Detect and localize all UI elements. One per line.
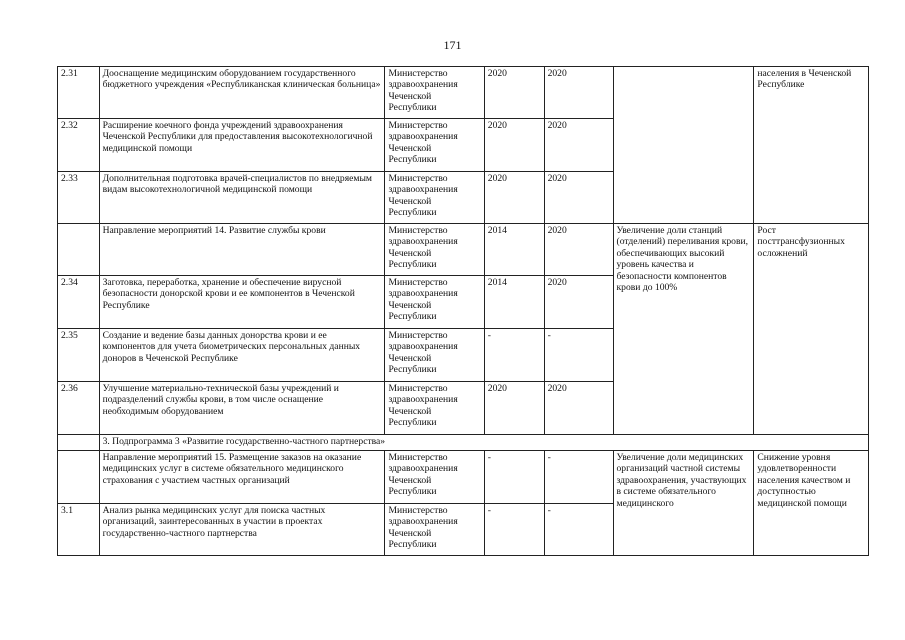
activity-text: Улучшение материально-технической базы учреждений и подразделений службы крови, в том числе оснащение необходимым оборудованием	[99, 382, 385, 435]
start-year: 2020	[484, 172, 544, 224]
row-number	[58, 451, 100, 504]
executor: Министерство здравоохранения Чеченской Республики	[385, 276, 484, 329]
row-number: 2.34	[58, 276, 100, 329]
executor: Министерство здравоохранения Чеченской Республики	[385, 67, 484, 119]
start-year: 2020	[484, 119, 544, 172]
indicator-link: Рост посттрансфузионных осложнений	[754, 224, 869, 435]
activity-text: Направление мероприятий 14. Развитие службы крови	[99, 224, 385, 276]
executor: Министерство здравоохранения Чеченской Республики	[385, 504, 484, 556]
row-number: 2.33	[58, 172, 100, 224]
row-number: 3.1	[58, 504, 100, 556]
row-number: 2.32	[58, 119, 100, 172]
row-number: 2.36	[58, 382, 100, 435]
executor: Министерство здравоохранения Чеченской Республики	[385, 382, 484, 435]
end-year: 2020	[544, 382, 613, 435]
activity-text: Анализ рынка медицинских услуг для поиска частных организаций, заинтересованных в участии в проектах государственно-частного партнерства	[99, 504, 385, 556]
executor: Министерство здравоохранения Чеченской Республики	[385, 451, 484, 504]
activity-text: Заготовка, переработка, хранение и обеспечение вирусной безопасности донорской крови и ее компонентов в Чеченской Республике	[99, 276, 385, 329]
page-number: 171	[443, 38, 462, 52]
start-year: 2014	[484, 224, 544, 276]
activity-text: Создание и ведение базы данных донорства крови и ее компонентов для учета биометрических персональных данных доноров в Чеченской Республике	[99, 329, 385, 382]
end-year: 2020	[544, 276, 613, 329]
activity-text: Дополнительная подготовка врачей-специалистов по внедряемым видам высокотехнологичной медицинской помощи	[99, 172, 385, 224]
row-number	[58, 435, 100, 451]
end-year: 2020	[544, 67, 613, 119]
expected-result	[613, 67, 754, 224]
end-year: 2020	[544, 224, 613, 276]
activity-text: Расширение коечного фонда учреждений здравоохранения Чеченской Республики для предоставления высокотехнологичной медицинской помощи	[99, 119, 385, 172]
expected-result: Увеличение доли медицинских организаций частной системы здравоохранения, участвующих в системе обязательного медицинского	[613, 451, 754, 556]
end-year: 2020	[544, 119, 613, 172]
subprogram-row	[58, 435, 869, 451]
indicator-link: населения в Чеченской Республике	[754, 67, 869, 224]
end-year: -	[544, 329, 613, 382]
activities-table	[57, 66, 869, 556]
executor: Министерство здравоохранения Чеченской Республики	[385, 119, 484, 172]
expected-result: Увеличение доли станций (отделений) переливания крови, обеспечивающих высокий уровень качества и безопасности компонентов крови до 100%	[613, 224, 754, 435]
start-year: -	[484, 451, 544, 504]
start-year: -	[484, 504, 544, 556]
executor: Министерство здравоохранения Чеченской Республики	[385, 224, 484, 276]
indicator-link: Снижение уровня удовлетворенности населения качеством и доступностью медицинской помощи	[754, 451, 869, 556]
table-row	[58, 67, 869, 119]
start-year: 2014	[484, 276, 544, 329]
end-year: -	[544, 504, 613, 556]
row-number	[58, 224, 100, 276]
table-row	[58, 224, 869, 276]
row-number: 2.35	[58, 329, 100, 382]
activity-text: Дооснащение медицинским оборудованием государственного бюджетного учреждения «Республиканская клиническая больница»	[99, 67, 385, 119]
start-year: 2020	[484, 67, 544, 119]
start-year: 2020	[484, 382, 544, 435]
executor: Министерство здравоохранения Чеченской Республики	[385, 329, 484, 382]
table-row	[58, 451, 869, 504]
end-year: -	[544, 451, 613, 504]
end-year: 2020	[544, 172, 613, 224]
row-number: 2.31	[58, 67, 100, 119]
activity-text: Направление мероприятий 15. Размещение заказов на оказание медицинских услуг в системе обязательного медицинского страхования с участием частных организаций	[99, 451, 385, 504]
subprogram-title: 3. Подпрограмма 3 «Развитие государственно-частного партнерства»	[99, 435, 868, 451]
start-year: -	[484, 329, 544, 382]
executor: Министерство здравоохранения Чеченской Республики	[385, 172, 484, 224]
